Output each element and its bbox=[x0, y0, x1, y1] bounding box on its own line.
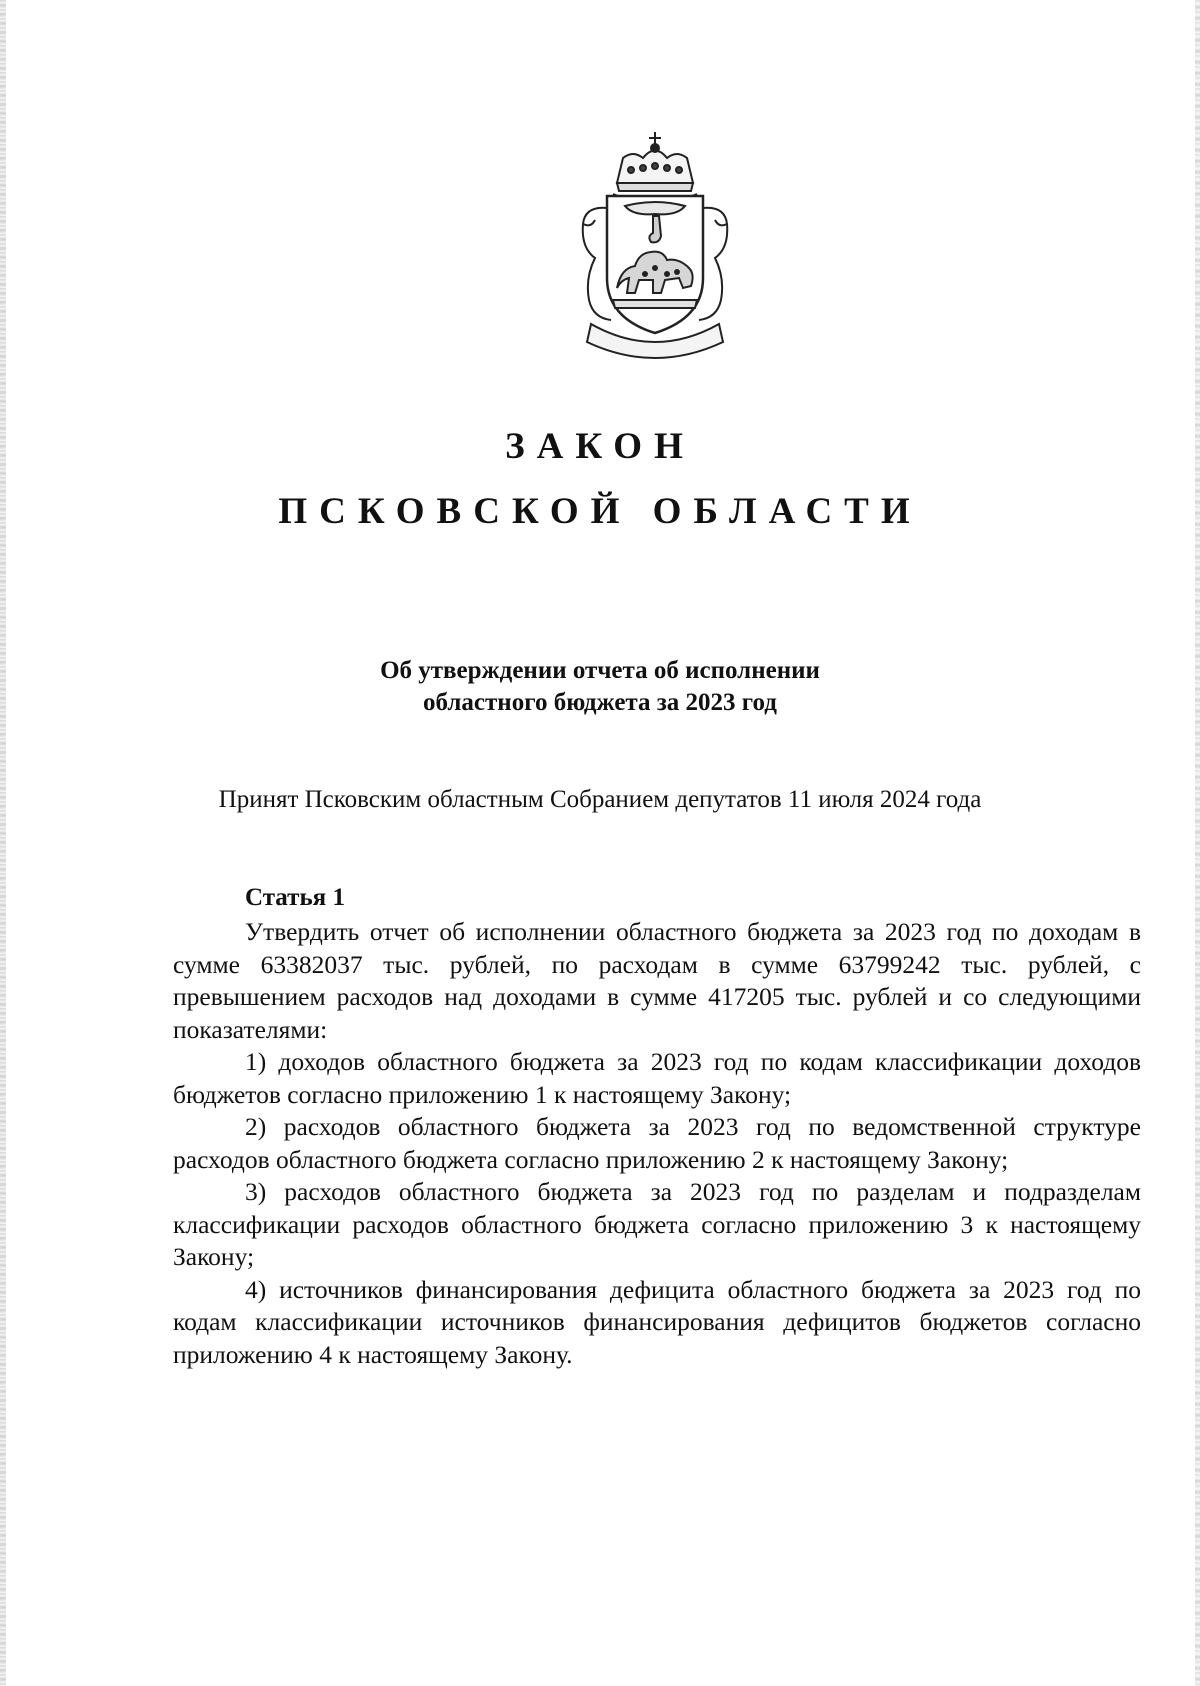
article-paragraph: Утвердить отчет об исполнении областного бюджета за 2023 год по доходам в сумме 63382037 тыс. рублей, по расходам в сумме 63799242 тыс. рублей, с превышением расходов над доходами в сумме 417205 тыс. рублей и со следующими показателями: bbox=[173, 917, 1141, 1044]
document-subject bbox=[0, 655, 1200, 719]
article-heading: Статья 1 bbox=[245, 884, 345, 911]
scan-edge-left bbox=[0, 0, 6, 1686]
subject-line-1: Об утверждении отчета об исполнении bbox=[380, 657, 820, 684]
article-paragraph: 4) источников финансирования дефицита областного бюджета за 2023 год по кодам классификации источников финансирования дефицитов бюджетов согласно приложению 4 к настоящему Закону. bbox=[173, 1274, 1141, 1369]
article-body bbox=[173, 916, 1141, 1371]
article-paragraph: 2) расходов областного бюджета за 2023 год по ведомственной структуре расходов областного бюджета согласно приложению 2 к настоящему Закону; bbox=[173, 1112, 1141, 1174]
article-paragraph: 3) расходов областного бюджета за 2023 год по разделам и подразделам классификации расходов областного бюджета согласно приложению 3 к настоящему Закону; bbox=[173, 1177, 1141, 1271]
article-paragraph: 1) доходов областного бюджета за 2023 год по кодам классификации доходов бюджетов согласно приложению 1 к настоящему Закону; bbox=[173, 1047, 1141, 1109]
scan-edge-right bbox=[1195, 0, 1200, 1686]
coat-of-arms-icon bbox=[555, 128, 755, 368]
adoption-note: Принят Псковским областным Собранием депутатов 11 июля 2024 года bbox=[218, 786, 982, 813]
document-title: ЗАКОН bbox=[505, 426, 695, 467]
document-issuer: ПСКОВСКОЙ ОБЛАСТИ bbox=[278, 491, 922, 532]
subject-line-2: областного бюджета за 2023 год bbox=[423, 689, 777, 716]
